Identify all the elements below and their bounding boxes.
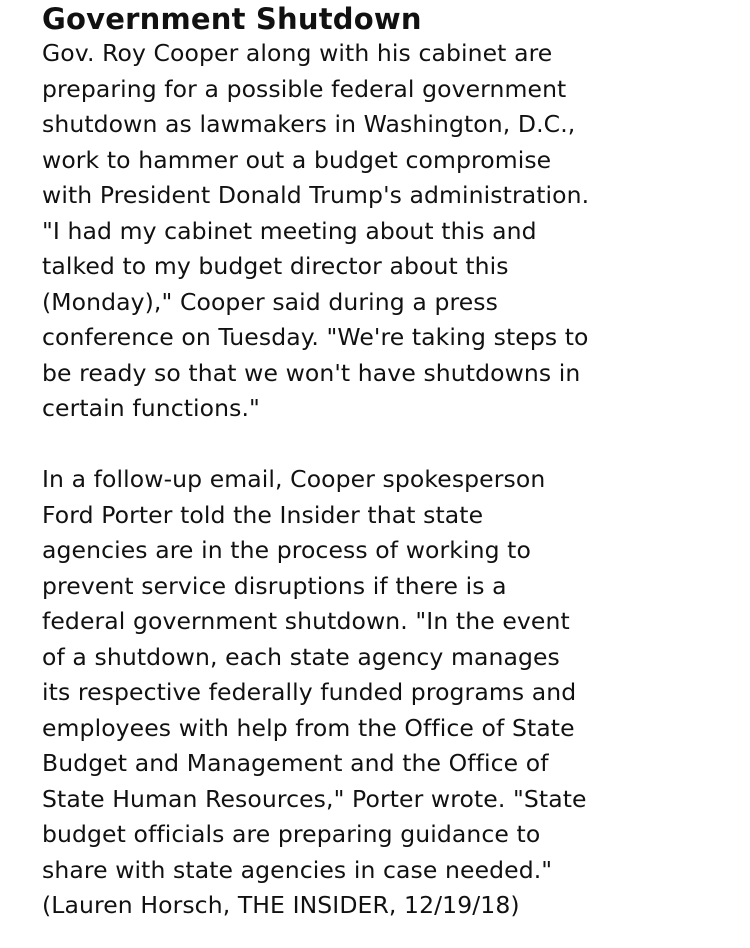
paragraph-line: employees with help from the Office of State — [42, 713, 575, 742]
paragraph-line: agencies are in the process of working to — [42, 536, 531, 564]
paragraph-line: be ready so that we won't have shutdowns in — [42, 358, 581, 387]
paragraph-line: State Human Resources," Porter wrote. "State — [42, 784, 587, 813]
paragraph-line: In a follow-up email, Cooper spokesperson — [42, 465, 546, 493]
paragraph-line: certain functions." — [42, 394, 260, 422]
paragraph-line: Budget and Management and the Office of — [42, 749, 549, 777]
paragraph-1 — [42, 36, 742, 427]
paragraph-line: Ford Porter told the Insider that state — [42, 500, 484, 529]
attribution-line: (Lauren Horsch, THE INSIDER, 12/19/18) — [42, 891, 520, 919]
paragraph-line: budget officials are preparing guidance to — [42, 820, 541, 848]
article — [42, 0, 742, 924]
paragraph-line: conference on Tuesday. "We're taking steps to — [42, 323, 589, 351]
paragraph-line: (Monday)," Cooper said during a press — [42, 287, 498, 316]
paragraph-line: shutdown as lawmakers in Washington, D.C., — [42, 110, 576, 138]
paragraph-line: its respective federally funded programs and — [42, 678, 577, 706]
paragraph-line: of a shutdown, each state agency manages — [42, 642, 560, 671]
paragraph-line: share with state agencies in case needed." — [42, 855, 553, 884]
paragraph-2 — [42, 462, 742, 924]
paragraph-line: federal government shutdown. "In the event — [42, 607, 570, 635]
paragraph-line: prevent service disruptions if there is a — [42, 571, 507, 600]
paragraph-line: work to hammer out a budget compromise — [42, 145, 552, 174]
paragraph-line: with President Donald Trump's administration. — [42, 181, 590, 209]
paragraph-line: talked to my budget director about this — [42, 252, 509, 280]
headline: Government Shutdown — [42, 2, 422, 36]
paragraph-spacer — [42, 427, 742, 463]
paragraph-line: Gov. Roy Cooper along with his cabinet are — [42, 39, 553, 67]
paragraph-line: "I had my cabinet meeting about this and — [42, 216, 537, 245]
paragraph-line: preparing for a possible federal government — [42, 74, 567, 103]
